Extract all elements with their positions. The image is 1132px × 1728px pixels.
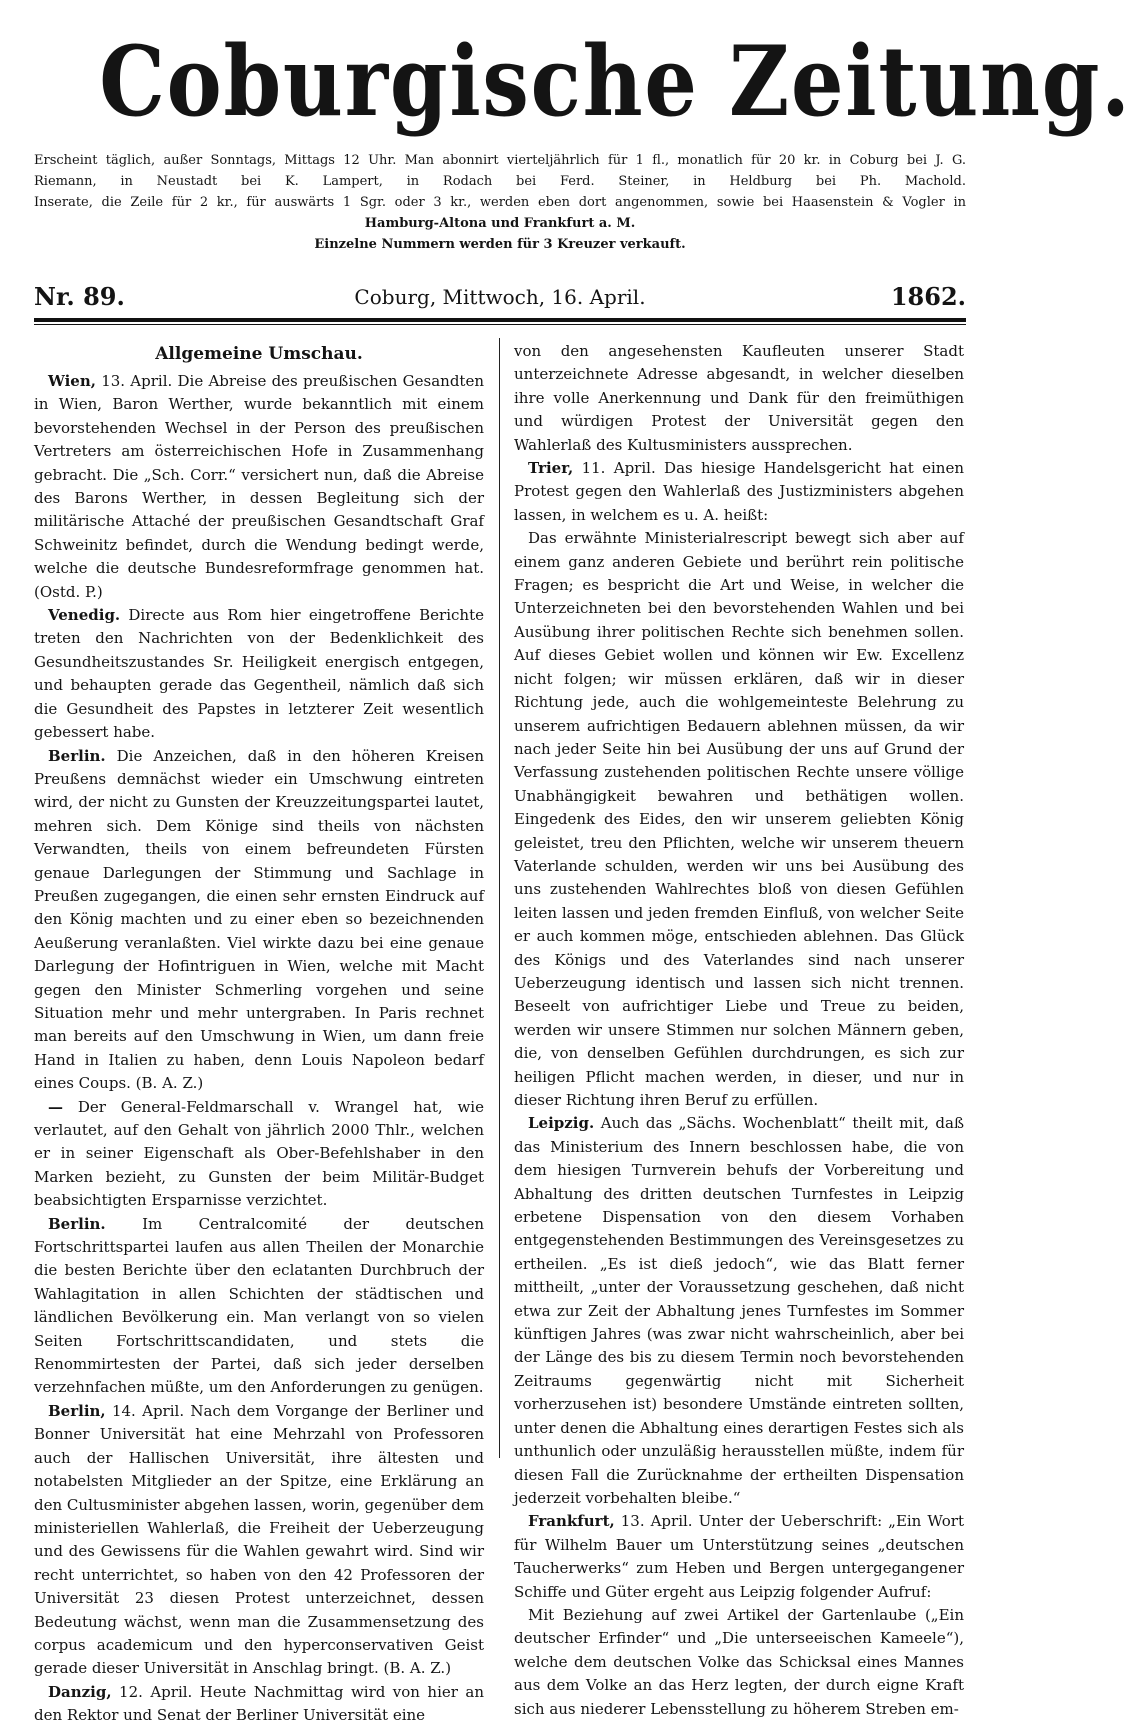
issue-line <box>34 280 966 314</box>
header-rule-thin <box>34 324 966 325</box>
article-venedig: Venedig. Directe aus Rom hier eingetroffene Berichte treten den Nachrichten von der Bedenklichkeit des Gesundheitszustandes Sr. Heiligkeit energisch entgegen, und behaupten gerade das Gegentheil, nämlich daß sich die Gesundheit des Papstes in letzterer Zeit wesentlich gebessert habe. <box>34 606 484 742</box>
article-wrangel: — Der General-Feldmarschall v. Wrangel hat, wie verlautet, auf den Gehalt von jährlich 2000 Thlr., welchen er in seiner Eigenschaft als Ober-Befehlshaber in den Marken bezieht, zu Gunsten der beim Militär-Budget beabsichtigten Ersparnisse verzichtet. <box>34 1097 484 1210</box>
article-frankfurt-appeal: Mit Beziehung auf zwei Artikel der Gartenlaube („Ein deutscher Erfinder“ und „Die unterseeischen Kameele“), welche dem deutschen Volke das Schicksal eines Mannes aus dem Volke an das Herz legten, der durch eigne Kraft sich aus niederer Lebensstellung zu höherem Streben em- <box>514 1605 964 1718</box>
imprint-block <box>34 150 966 255</box>
left-column <box>34 340 484 1725</box>
column-divider <box>499 338 500 1458</box>
imprint-line-2: Riemann, in Neustadt bei K. Lampert, in Rodach bei Ferd. Steiner, in Heldburg bei Ph. Machold. <box>34 174 966 189</box>
issue-number: Nr. 89. <box>34 282 125 311</box>
imprint-line-4: Hamburg-Altona und Frankfurt a. M. <box>364 216 636 231</box>
article-berlin-1: Berlin. Die Anzeichen, daß in den höheren Kreisen Preußens demnächst wieder ein Umschwung eintreten wird, der nicht zu Gunsten der Kreuzzeitungspartei lautet, mehren sich. Dem Könige sind theils von nächsten Verwandten, theils von einem befreundeten Fürsten genaue Darlegungen der Stimmung und Sachlage in Preußen zugegangen, die einen sehr ernsten Eindruck auf den König machten und zu einer eben so bezeichnenden Aeußerung veranlaßten. Viel wirkte dazu bei eine genaue Darlegung der Hofintriguen in Wien, welche mit Macht gegen den Minister Schmerling vorgehen und seine Situation mehr und mehr untergraben. In Paris rechnet man bereits auf den Umschwung in Wien, um dann freie Hand in Italien zu haben, denn Louis Napoleon bedarf eines Coups. (B. A. Z.) <box>34 746 484 1093</box>
article-wien: Wien, 13. April. Die Abreise des preußischen Gesandten in Wien, Baron Werther, wurde bekanntlich mit einem bevorstehenden Wechsel in der Person des preußischen Vertreters am österreichischen Hofe in Zusammenhang gebracht. Die „Sch. Corr.“ versichert nun, daß die Abreise des Barons Werther, in dessen Begleitung sich der militärische Attaché der preußischen Gesandtschaft Graf Schweinitz befindet, durch die Wendung bedingt werde, welche die deutsche Bundesreformfrage genommen hat. (Ostd. P.) <box>34 372 484 601</box>
issue-dateline: Coburg, Mittwoch, 16. April. <box>354 285 646 309</box>
imprint-line-5: Einzelne Nummern werden für 3 Kreuzer verkauft. <box>314 237 686 252</box>
article-danzig: Danzig, 12. April. Heute Nachmittag wird von hier an den Rektor und Senat der Berliner Universität eine <box>34 1682 484 1725</box>
article-berlin-3: Berlin, 14. April. Nach dem Vorgange der Berliner und Bonner Universität hat eine Mehrzahl von Professoren auch der Hallischen Universität, ihre ältesten und notabelsten Mitglieder an der Spitze, eine Erklärung an den Cultusminister abgehen lassen, worin, gegenüber dem ministeriellen Wahlerlaß, die Freiheit der Ueberzeugung und des Gewissens für die Wahlen gewahrt wird. Sind wir recht unterrichtet, so haben von den 42 Professoren der Universität 23 diesen Protest unterzeichnet, dessen Bedeutung wächst, wenn man die Zusammensetzung des corpus academicum und den hyperconservativen Geist gerade dieser Universität in Anschlag bringt. (B. A. Z.) <box>34 1401 484 1678</box>
masthead-title: Coburgische Zeitung. <box>99 25 1132 138</box>
right-column <box>514 340 964 1718</box>
article-frankfurt: Frankfurt, 13. April. Unter der Ueberschrift: „Ein Wort für Wilhelm Bauer um Unterstützung seines „deutschen Taucherwerks“ zum Heben und Bergen untergegangener Schiffe und Güter ergeht aus Leipzig folgender Aufruf: <box>514 1512 964 1601</box>
section-heading: Allgemeine Umschau. <box>155 344 363 364</box>
imprint-line-3: Inserate, die Zeile für 2 kr., für auswärts 1 Sgr. oder 3 kr., werden eben dort angenommen, sowie bei Haasenstein & Vogler in <box>34 195 966 210</box>
imprint-line-1: Erscheint täglich, außer Sonntags, Mittags 12 Uhr. Man abonnirt vierteljährlich für 1 fl., monatlich für 20 kr. in Coburg bei J. G. <box>34 153 966 168</box>
article-danzig-continued: von den angesehensten Kaufleuten unserer Stadt unterzeichnete Adresse abgesandt, in welcher dieselben ihre volle Anerkennung und Dank für den freimüthigen und würdigen Protest der Universität gegen den Wahlerlaß des Kultusministers aussprechen. <box>514 342 964 454</box>
header-rule-thick <box>34 318 966 322</box>
article-trier-quote: Das erwähnte Ministerialrescript bewegt sich aber auf einem ganz anderen Gebiete und berührt rein politische Fragen; es bespricht die Art und Weise, in welcher die Unterzeichneten bei den bevorstehenden Wahlen und bei Ausübung ihrer politischen Rechte sich benehmen sollen. Auf dieses Gebiet wollen und können wir Ew. Excellenz nicht folgen; wir müssen erklären, daß wir in dieser Richtung jede, auch die wohlgemeinteste Belehrung zu unserem aufrichtigen Bedauern ablehnen müssen, da wir nach jeder Seite hin bei Ausübung der uns auf Grund der Verfassung zustehenden politischen Rechte unsere völlige Unabhängigkeit bewahren und bethätigen wollen. Eingedenk des Eides, den wir unserem geliebten König geleistet, treu den Pflichten, welche wir unserem theuern Vaterlande schulden, werden wir uns bei Ausübung des uns zustehenden Wahlrechtes bloß von diesen Gefühlen leiten lassen und jeden fremden Einfluß, von welcher Seite er auch kommen möge, entschieden ablehnen. Das Glück des Königs und des Vaterlandes sind nach unserer Ueberzeugung identisch und lassen sich nicht trennen. Beseelt von aufrichtiger Liebe und Treue zu beiden, werden wir unsere Stimmen nur solchen Männern geben, die, von denselben Gefühlen durchdrungen, es sich zur heiligen Pflicht machen werden, in dieser, und nur in dieser Richtung ihren Beruf zu erfüllen. <box>514 529 964 1109</box>
newspaper-page <box>34 0 1132 1725</box>
article-trier: Trier, 11. April. Das hiesige Handelsgericht hat einen Protest gegen den Wahlerlaß des Justizministers abgehen lassen, in welchem es u. A. heißt: <box>514 459 964 524</box>
article-leipzig: Leipzig. Auch das „Sächs. Wochenblatt“ theilt mit, daß das Ministerium des Innern beschlossen habe, die von dem hiesigen Turnverein behufs der Vorbereitung und Abhaltung des dritten deutschen Turnfestes in Leipzig erbetene Dispensation von den diesem Vorhaben entgegenstehenden Bestimmungen des Vereinsgesetzes zu ertheilen. „Es ist dieß jedoch“, wie das Blatt ferner mittheilt, „unter der Voraussetzung geschehen, daß nicht etwa zur Zeit der Abhaltung jenes Turnfestes im Sommer künftigen Jahres (was zwar nicht wahrscheinlich, aber bei der Länge des bis zu diesem Termin noch bevorstehenden Zeitraums gegenwärtig nicht mit Sicherheit vorherzusehen ist) besondere Umstände eintreten sollten, unter denen die Abhaltung eines derartigen Festes sich als unthunlich oder unzuläßig herausstellen müßte, indem für diesen Fall die Zurücknahme der ertheilten Dispensation jederzeit vorbehalten bleibe.“ <box>514 1114 964 1507</box>
article-berlin-2: Berlin. Im Centralcomité der deutschen Fortschrittspartei laufen aus allen Theilen der Monarchie die besten Berichte über den eclatanten Durchbruch der Wahlagitation in allen Schichten der städtischen und ländlichen Bevölkerung ein. Man verlangt von so vielen Seiten Fortschrittscandidaten, und stets die Renommirtesten der Partei, daß sich jeder derselben verzehnfachen müßte, um den Anforderungen zu genügen. <box>34 1214 484 1397</box>
issue-year: 1862. <box>890 282 966 311</box>
